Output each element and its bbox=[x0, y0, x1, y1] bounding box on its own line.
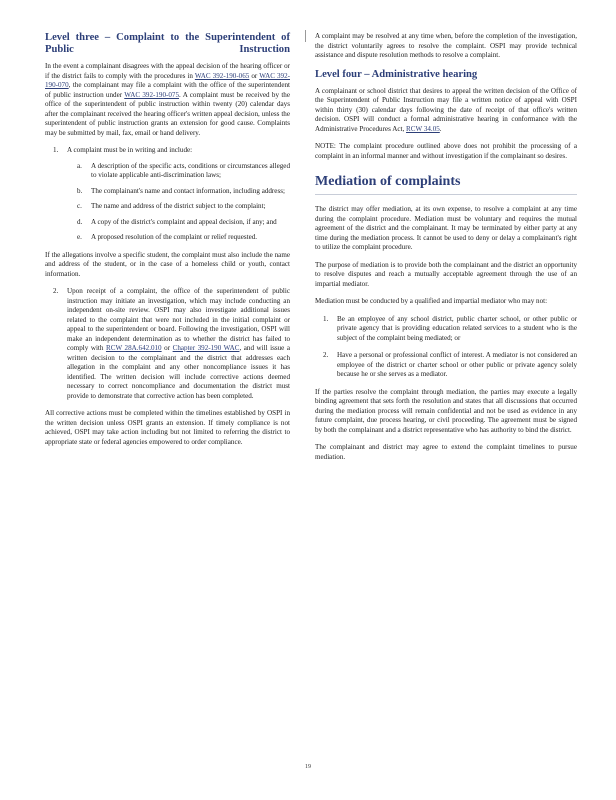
sublist-item bbox=[77, 202, 290, 212]
sublist-marker: e. bbox=[77, 233, 82, 241]
investigation-text-a: Upon receipt of a complaint, the office of the superintendent of public instruction may initiate an investigation, which may include conducting an independent on-site review. OSPI may also investigate additional issues related to the complaint that were not included in the initial complaint or appeal to the superintendent or board. Following the investigation, OSPI will make an independent determination as to whether the district has failed to comply with bbox=[67, 287, 290, 352]
mediator-restrictions-list bbox=[315, 315, 577, 380]
sublist-item-text: The name and address of the district subject to the complaint; bbox=[91, 202, 266, 210]
investigation-text-c: , and will issue a written decision to the complainant and the district that addresses each allegation in the complaint and any other noncompliance issues it has identified. The written decision will include corrective actions deemed necessary to correct noncompliance and documentation the district must provide to demonstrate that corrective action has been completed. bbox=[67, 344, 290, 400]
sublist-item bbox=[77, 161, 290, 181]
left-column bbox=[45, 32, 290, 455]
sublist-item-text: A description of the specific acts, conditions or circumstances alleged to violate applicable anti-discrimination laws; bbox=[91, 161, 290, 179]
page-number: 19 bbox=[305, 764, 311, 770]
specific-student-paragraph: If the allegations involve a specific student, the complaint must also include the name and address of the student, or in the case of a homeless child or youth, contact information. bbox=[45, 250, 290, 278]
mediation-heading: Mediation of complaints bbox=[315, 173, 577, 195]
level-four-text-b: . bbox=[439, 124, 442, 133]
rcw-34-05-link[interactable]: RCW 34.05 bbox=[406, 124, 440, 133]
sublist-item bbox=[77, 186, 290, 197]
sublist-item-text: The complainant's name and contact information, including address; bbox=[91, 186, 285, 195]
wac-392-190-070-link[interactable]: WAC 392-190-070 bbox=[45, 71, 290, 89]
list-item bbox=[323, 351, 577, 380]
complaint-requirements-list bbox=[45, 146, 290, 243]
level-four-text-a: A complainant or school district that desires to appeal the written decision of the Office of the Superintendent of Public Instruction may file a written notice of appeal with OSPI within thirty (30) calendar days following the date of receipt of that office's written decision. OSPI will conduct a formal administrative hearing in conformance with the Administrative Procedures Act, bbox=[315, 86, 577, 133]
sublist-item-text: A proposed resolution of the complaint or relief requested. bbox=[91, 233, 258, 241]
intro-text-b: or bbox=[249, 71, 260, 80]
sublist-item-text: A copy of the district's complaint and appeal decision, if any; and bbox=[91, 217, 277, 226]
chapter-392-190-wac-link[interactable]: Chapter 392-190 WAC bbox=[172, 344, 240, 352]
list-marker: 1. bbox=[323, 314, 329, 323]
complaint-contents-sublist bbox=[67, 162, 290, 243]
intro-text-d: . A complaint must be received by the office of the superintendent of public instruction within twenty (20) calendar days after the complainant received the hearing officer's written appeal decision, unless the superintendent of public instruction grants an extension for good cause. Complaints may be submitted by mail, fax, email or hand delivery. bbox=[45, 90, 290, 137]
mediator-qualification-paragraph: Mediation must be conducted by a qualified and impartial mediator who may not: bbox=[315, 297, 548, 305]
list-item-text: Have a personal or professional conflict of interest. A mediator is not considered an employee of the district or charter school or other public or private agency solely because he or she serves as a mediator. bbox=[337, 351, 577, 378]
sublist-marker: a. bbox=[77, 161, 82, 170]
list-item bbox=[323, 314, 577, 344]
sublist-item bbox=[77, 233, 290, 243]
extend-timelines-paragraph: The complainant and district may agree to extend the complaint timelines to pursue mediation. bbox=[315, 443, 577, 461]
level-four-heading: Level four – Administrative hearing bbox=[315, 68, 478, 80]
level-four-paragraph bbox=[315, 87, 577, 135]
investigation-list bbox=[45, 287, 290, 401]
corrective-actions-paragraph: All corrective actions must be completed within the timelines established by OSPI in the written decision unless OSPI grants an extension. If timely compliance is not achieved, OSPI may take action including but not limited to referring the district to appropriate state or federal agencies empowered to order compliance. bbox=[45, 409, 290, 446]
list-item-text: A complaint must be in writing and include: bbox=[67, 146, 193, 154]
sublist-item bbox=[77, 217, 290, 228]
mediation-purpose-paragraph: The purpose of mediation is to provide both the complainant and the district an opportunity to resolve disputes and reach a mutually acceptable agreement through the use of an impartial mediator. bbox=[315, 260, 577, 288]
list-marker: 2. bbox=[53, 287, 59, 295]
sublist-marker: b. bbox=[77, 186, 83, 195]
rcw-28a-642-010-link[interactable]: RCW 28A.642.010 bbox=[105, 344, 162, 352]
list-item bbox=[53, 287, 290, 401]
investigation-text-b: or bbox=[161, 344, 173, 352]
wac-392-190-065-link[interactable]: WAC 392-190-065 bbox=[194, 71, 250, 80]
voluntary-resolution-paragraph: A complaint may be resolved at any time when, before the completion of the investigation, the district voluntarily agrees to resolve the complaint. OSPI may provide technical assistance and dispute resolution methods to resolve a complaint. bbox=[315, 32, 577, 59]
sublist-marker: d. bbox=[77, 217, 83, 226]
list-marker: 2. bbox=[323, 351, 329, 359]
wac-392-190-075-link[interactable]: WAC 392-190-075 bbox=[124, 90, 180, 99]
list-item-text: Be an employee of any school district, public charter school, or other public or private agency that is providing education related services to a student who is the subject of the complaint being mediated; or bbox=[337, 314, 577, 342]
level-three-intro-paragraph bbox=[45, 62, 290, 138]
mediation-offer-paragraph: The district may offer mediation, at its own expense, to resolve a complaint at any time during the complaint procedure. Mediation must be voluntary and requires the mutual agreement of the district and the complainant. It may be terminated by either party at any time during the mediation process. It cannot be used to deny or delay a complainant's right to utilize the complaint procedure. bbox=[315, 205, 577, 251]
level-three-heading: Level three – Complaint to the Superintendent of Public Instruction bbox=[45, 32, 290, 55]
mediation-agreement-paragraph: If the parties resolve the complaint through mediation, the parties may execute a legally binding agreement that sets forth the resolution and states that all discussions that occurred during the mediation process will remain confidential and not be used as evidence in any future complaint, due process hearing, or civil proceeding. The agreement must be signed by both the complainant and a district representative who has authority to bind the district. bbox=[315, 387, 577, 434]
note-paragraph: NOTE: The complaint procedure outlined above does not prohibit the processing of a complaint in an informal manner and without investigation if the complainant so desires. bbox=[315, 142, 577, 160]
column-divider bbox=[305, 30, 306, 42]
list-item bbox=[53, 146, 290, 243]
sublist-marker: c. bbox=[77, 202, 82, 210]
list-marker: 1. bbox=[53, 146, 59, 154]
right-column bbox=[315, 32, 577, 470]
intro-text-a: In the event a complainant disagrees with the appeal decision of the hearing officer or if the district fails to comply with the procedures in bbox=[45, 62, 290, 80]
intro-text-c: , the complainant may file a complaint with the office of the superintendent of public instruction under bbox=[45, 81, 290, 99]
